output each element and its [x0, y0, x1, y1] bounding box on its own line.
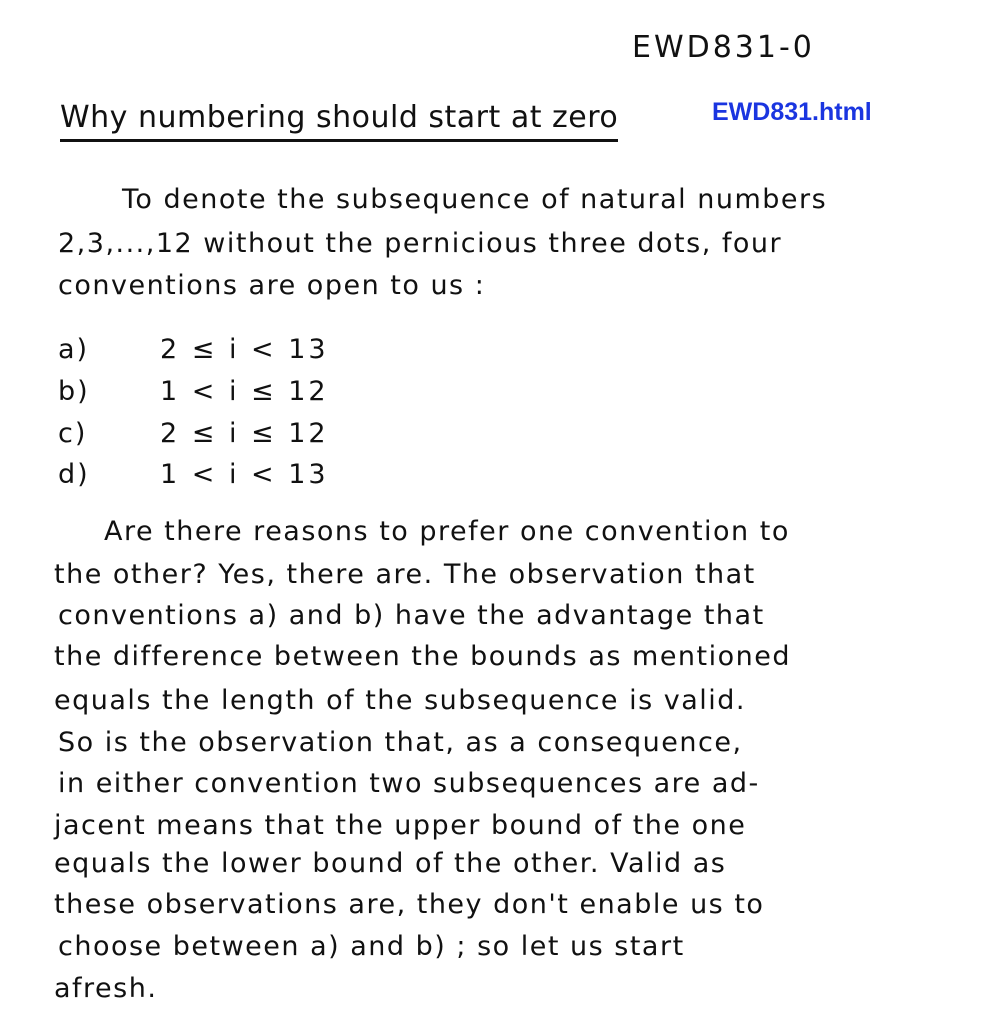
paragraph-1-line-1: To denote the subsequence of natural numbers — [122, 184, 828, 215]
page-title: Why numbering should start at zero — [60, 100, 618, 142]
paragraph-2-line-6: So is the observation that, as a consequence, — [58, 727, 743, 758]
convention-label: b) — [58, 376, 90, 407]
convention-a — [58, 336, 329, 363]
paragraph-2-line-12: afresh. — [54, 973, 158, 1004]
convention-label: c) — [58, 418, 88, 449]
paragraph-1-line-2: 2,3,...,12 without the pernicious three dots, four — [58, 228, 783, 259]
paragraph-2-line-7: in either convention two subsequences are ad- — [58, 768, 760, 799]
paragraph-2-line-9: equals the lower bound of the other. Valid as — [54, 848, 727, 879]
convention-expression: 1 < i ≤ 12 — [160, 376, 329, 407]
document-id: EWD831-0 — [632, 30, 815, 65]
paragraph-1-line-3: conventions are open to us : — [58, 270, 486, 301]
convention-d — [58, 461, 329, 488]
paragraph-2-line-11: choose between a) and b) ; so let us start — [58, 931, 685, 962]
paragraph-2-line-10: these observations are, they don't enable us to — [54, 889, 765, 920]
convention-label: d) — [58, 459, 90, 490]
paragraph-2-line-3: conventions a) and b) have the advantage that — [58, 600, 765, 631]
paragraph-2-line-2: the other? Yes, there are. The observation that — [54, 559, 756, 590]
convention-expression: 2 ≤ i < 13 — [160, 334, 329, 365]
convention-expression: 1 < i < 13 — [160, 459, 329, 490]
convention-b — [58, 378, 329, 405]
convention-c — [58, 420, 329, 447]
convention-expression: 2 ≤ i ≤ 12 — [160, 418, 329, 449]
paragraph-2-line-4: the difference between the bounds as mentioned — [54, 641, 792, 672]
paragraph-2-line-8: jacent means that the upper bound of the one — [54, 810, 747, 841]
convention-label: a) — [58, 334, 90, 365]
paragraph-2-line-1: Are there reasons to prefer one convention to — [104, 516, 790, 547]
paragraph-2-line-5: equals the length of the subsequence is valid. — [54, 685, 747, 716]
file-link[interactable]: EWD831.html — [712, 98, 872, 126]
